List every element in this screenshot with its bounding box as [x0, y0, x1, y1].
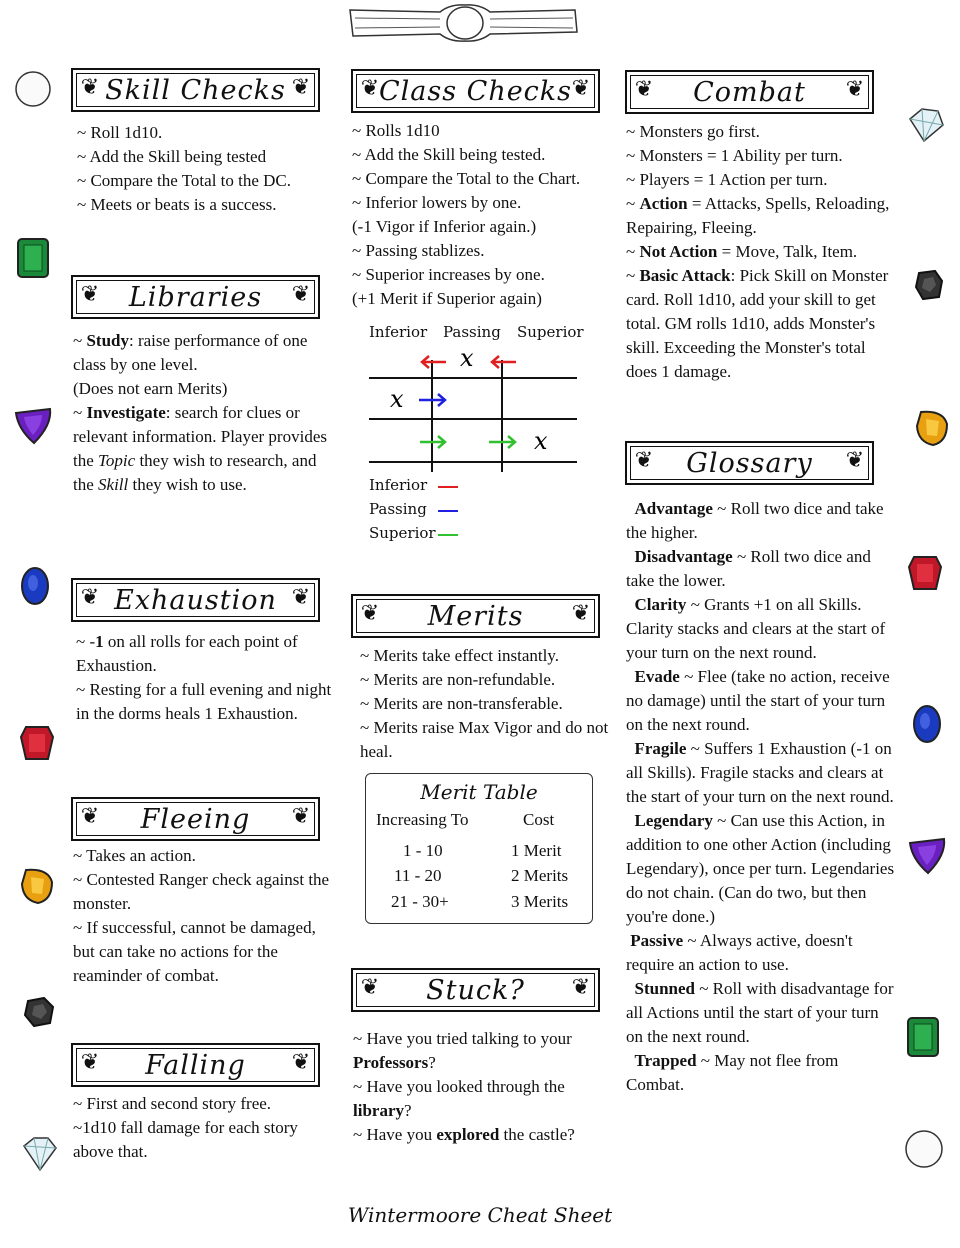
legend-inferior-label: Inferior: [369, 476, 428, 494]
falling-body: [73, 1092, 335, 1164]
roll-marker: x: [390, 385, 404, 413]
text-line: (+1 Merit if Superior again): [352, 289, 542, 308]
text-line: ~ Roll 1d10.: [77, 123, 163, 142]
text-line: ~ Players = 1 Action per turn.: [626, 170, 828, 189]
glossary-banner: [625, 441, 874, 485]
falling-title: Falling: [145, 1049, 246, 1081]
text-line: ~ Inferior lowers by one.: [352, 193, 522, 212]
investigate-entry: ~ Investigate: search for clues or relevant information. Player provides the Topic they wish to research, and the Skill they wish to use.: [73, 403, 327, 494]
text-line: ~ Monsters go first.: [626, 122, 760, 141]
text-line: ~ Superior increases by one.: [352, 265, 545, 284]
sapphire-gem-icon: [910, 703, 944, 745]
glossary-title: Glossary: [686, 447, 813, 479]
merit-table-range: 1 - 10: [403, 841, 443, 860]
class-checks-body: [352, 119, 617, 311]
inferior-arrow: [422, 356, 446, 368]
text-line: ~ If successful, cannot be damaged, but can take no actions for the reaminder of combat.: [73, 918, 316, 985]
inferior-arrow: [492, 356, 516, 368]
legend-passing-swatch: [438, 510, 458, 512]
text-line: ~1d10 fall damage for each story above that.: [73, 1118, 298, 1161]
glossary-entry: Clarity ~ Grants +1 on all Skills. Clarity stacks and clears at the start of your turn on the next round.: [626, 595, 886, 662]
text-line: ~ Takes an action.: [73, 846, 196, 865]
topaz-gem-icon: [18, 866, 56, 906]
legend-inferior-swatch: [438, 486, 458, 488]
study-entry: ~ Study: raise performance of one class by one level.: [73, 331, 308, 374]
scroll-ornament-icon: ❦: [80, 804, 100, 829]
text-line: ~ Add the Skill being tested.: [352, 145, 546, 164]
scroll-ornament-icon: ❦: [571, 975, 591, 1000]
text-line: (-1 Vigor if Inferior again.): [352, 217, 537, 236]
merits-title: Merits: [427, 600, 524, 632]
glossary-entry: Passive ~ Always active, doesn't require an action to use.: [626, 931, 853, 974]
scroll-ornament-icon: ❦: [291, 282, 311, 307]
skill-checks-banner: [71, 68, 320, 112]
merit-table-cost: 3 Merits: [511, 892, 569, 911]
glossary-entry: Stunned ~ Roll with disadvantage for all Actions until the start of your turn on the next round.: [626, 979, 894, 1046]
libraries-banner: [71, 275, 320, 319]
footer-title: Wintermoore Cheat Sheet: [347, 1203, 613, 1227]
merit-table-col-cost: Cost: [523, 810, 555, 829]
merit-table: [365, 773, 593, 924]
glossary-entry: Advantage ~ Roll two dice and take the higher.: [626, 499, 884, 542]
scroll-ornament-icon: ❦: [291, 804, 311, 829]
scroll-ornament-icon: ❦: [80, 75, 100, 100]
stuck-banner: [351, 968, 600, 1012]
ruby-gem-icon: [906, 553, 944, 593]
text-line: ~ Merits are non-transferable.: [360, 694, 563, 713]
scroll-ornament-icon: ❦: [360, 601, 380, 626]
text-line: ~ First and second story free.: [73, 1094, 272, 1113]
skill-checks-body: [77, 121, 337, 217]
combat-basic-attack-line: ~ Basic Attack: Pick Skill on Monster card. Roll 1d10, add your skill to get total. GM rolls 1d10, adds Monster's skill. Exceeding the Monster's total does 1 damage.: [626, 266, 889, 381]
scroll-ornament-icon: ❦: [80, 1050, 100, 1075]
roll-marker: x: [534, 427, 548, 455]
scroll-ornament-icon: ❦: [845, 77, 865, 102]
text-line: ~ Meets or beats is a success.: [77, 195, 277, 214]
fleeing-body: [73, 844, 338, 988]
scroll-ornament-icon: ❦: [360, 975, 380, 1000]
scroll-ornament-icon: ❦: [571, 76, 591, 101]
amethyst-gem-icon: [12, 405, 54, 447]
text-line: ~ Merits take effect instantly.: [360, 646, 559, 665]
libraries-title: Libraries: [128, 281, 263, 313]
stuck-q1: ~ Have you tried talking to your Professors?: [353, 1029, 572, 1072]
combat-action-line: ~ Action = Attacks, Spells, Reloading, Repairing, Fleeing.: [626, 194, 890, 237]
exhaustion-line-1: ~ -1 on all rolls for each point of Exhaustion.: [76, 632, 298, 675]
study-note: (Does not earn Merits): [73, 379, 228, 398]
text-line: ~ Merits raise Max Vigor and do not heal.: [360, 718, 609, 761]
text-line: ~ Compare the Total to the DC.: [77, 171, 292, 190]
libraries-body: [73, 329, 335, 497]
glossary-entry: Disadvantage ~ Roll two dice and take the lower.: [626, 547, 871, 590]
fleeing-banner: [71, 797, 320, 841]
class-check-diagram: [365, 345, 585, 475]
sapphire-gem-icon: [18, 565, 52, 607]
legend-superior-swatch: [438, 534, 458, 536]
text-line: ~ Add the Skill being tested: [77, 147, 267, 166]
glossary-entry: Legendary ~ Can use this Action, in addition to one other Action (including Legendary), once per turn. Legendaries do not chain. (Can do two, but then you're done.): [626, 811, 895, 926]
text-line: ~ Passing stablizes.: [352, 241, 485, 260]
scroll-ornament-icon: ❦: [634, 448, 654, 473]
stuck-body: [353, 1027, 610, 1147]
exhaustion-line-2: ~ Resting for a full evening and night in the dorms heals 1 Exhaustion.: [76, 680, 332, 723]
diamond-gem-icon: [906, 105, 946, 145]
topaz-gem-icon: [913, 408, 951, 448]
key-ornament: [345, 2, 585, 44]
exhaustion-body: [76, 630, 334, 726]
merit-table-range: 21 - 30+: [391, 892, 449, 911]
stuck-title: Stuck?: [426, 974, 525, 1006]
scroll-ornament-icon: ❦: [291, 585, 311, 610]
glossary-entry: Fragile ~ Suffers 1 Exhaustion (-1 on all Skills). Fragile stacks and clears at the start of your turn on the next round.: [626, 739, 894, 806]
text-line: ~ Contested Ranger check against the monster.: [73, 870, 330, 913]
roll-marker: x: [460, 345, 474, 372]
exhaustion-banner: [71, 578, 320, 622]
exhaustion-title: Exhaustion: [114, 584, 277, 616]
coal-gem-icon: [913, 268, 945, 302]
coal-gem-icon: [22, 995, 56, 1029]
scroll-ornament-icon: ❦: [291, 1050, 311, 1075]
chart-header-superior: Superior: [517, 323, 584, 341]
emerald-gem-icon: [15, 236, 51, 280]
merit-table-cost: 2 Merits: [511, 866, 569, 885]
scroll-ornament-icon: ❦: [571, 601, 591, 626]
class-checks-banner: [351, 69, 600, 113]
falling-banner: [71, 1043, 320, 1087]
scroll-ornament-icon: ❦: [80, 282, 100, 307]
merit-table-title: Merit Table: [420, 780, 538, 804]
legend-superior-label: Superior: [369, 524, 436, 542]
scroll-ornament-icon: ❦: [634, 77, 654, 102]
scroll-ornament-icon: ❦: [360, 76, 380, 101]
class-checks-title: Class Checks: [378, 75, 573, 107]
scroll-ornament-icon: ❦: [845, 448, 865, 473]
chart-header-passing: Passing: [443, 323, 501, 341]
scroll-ornament-icon: ❦: [80, 585, 100, 610]
glossary-entry: Evade ~ Flee (take no action, receive no damage) until the start of your turn on the next round.: [626, 667, 890, 734]
combat-not-action-line: ~ Not Action = Move, Talk, Item.: [626, 242, 858, 261]
text-line: ~ Compare the Total to the Chart.: [352, 169, 581, 188]
text-line: ~ Merits are non-refundable.: [360, 670, 556, 689]
amethyst-gem-icon: [906, 835, 948, 877]
scroll-ornament-icon: ❦: [291, 75, 311, 100]
legend-passing-label: Passing: [369, 500, 427, 518]
merit-table-range: 11 - 20: [394, 866, 442, 885]
merits-banner: [351, 594, 600, 638]
pearl-gem-icon: [904, 1129, 944, 1169]
stuck-q2: ~ Have you looked through the library?: [353, 1077, 565, 1120]
merit-table-col-increasing: Increasing To: [376, 810, 469, 829]
pearl-gem-icon: [14, 70, 52, 108]
emerald-gem-icon: [905, 1015, 941, 1059]
ruby-gem-icon: [18, 723, 56, 763]
text-line: ~ Rolls 1d10: [352, 121, 440, 140]
text-line: ~ Monsters = 1 Ability per turn.: [626, 146, 843, 165]
combat-banner: [625, 70, 874, 114]
diamond-gem-icon: [20, 1134, 60, 1174]
glossary-entry: Trapped ~ May not flee from Combat.: [626, 1051, 839, 1094]
chart-header-inferior: Inferior: [369, 323, 428, 341]
skill-checks-title: Skill Checks: [105, 74, 286, 106]
combat-title: Combat: [693, 76, 806, 108]
fleeing-title: Fleeing: [140, 803, 251, 835]
combat-body: [626, 120, 894, 384]
merit-table-cost: 1 Merit: [511, 841, 562, 860]
glossary-body: [626, 497, 898, 1097]
stuck-q3: ~ Have you explored the castle?: [353, 1125, 575, 1144]
merits-body: [360, 644, 610, 764]
